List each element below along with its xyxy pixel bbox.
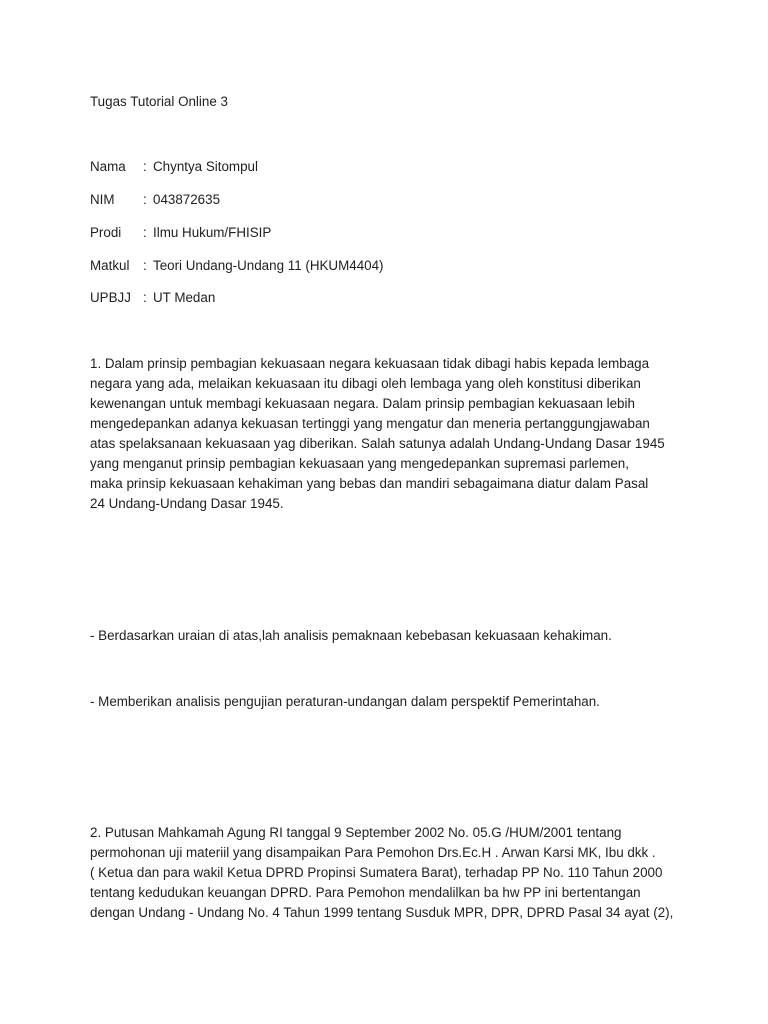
info-label: Prodi (90, 225, 122, 240)
info-value: Ilmu Hukum/FHISIP (153, 225, 272, 240)
paragraph-line: 24 Undang-Undang Dasar 1945. (90, 496, 284, 511)
info-separator: : (143, 159, 147, 174)
paragraph-line: atas spelaksanaan kekuasaan yag diberikan. Salah satunya adalah Undang-Undang Dasar 1945 (90, 436, 665, 451)
paragraph-line: ( Ketua dan para wakil Ketua DPRD Propinsi Sumatera Barat), terhadap PP No. 110 Tahun 2000 (90, 865, 663, 880)
info-value: Teori Undang-Undang 11 (HKUM4404) (153, 258, 384, 273)
question-1-paragraph (90, 354, 690, 514)
info-label: NIM (90, 192, 115, 207)
paragraph-line: kewenangan untuk membagi kekuasaan negara. Dalam prinsip pembagian kekuasaan lebih (90, 396, 635, 411)
paragraph-line: dengan Undang - Undang No. 4 Tahun 1999 tentang Susduk MPR, DPR, DPRD Pasal 34 ayat (2), (90, 905, 674, 920)
info-label: Nama (90, 159, 126, 174)
info-separator: : (143, 258, 147, 273)
question-2-paragraph (90, 823, 690, 923)
paragraph-line: 2. Putusan Mahkamah Agung RI tanggal 9 September 2002 No. 05.G /HUM/2001 tentang (90, 825, 622, 840)
info-separator: : (143, 192, 147, 207)
info-value: Chyntya Sitompul (153, 159, 258, 174)
info-separator: : (143, 225, 147, 240)
paragraph-line: 1. Dalam prinsip pembagian kekuasaan negara kekuasaan tidak dibagi habis kepada lembaga (90, 356, 650, 371)
paragraph-line: tentang kedudukan keuangan DPRD. Para Pemohon mendalilkan ba hw PP ini bertentangan (90, 885, 641, 900)
paragraph-line: negara yang ada, melaikan kekuasaan itu dibagi oleh lembaga yang oleh konstitusi diberikan (90, 376, 641, 391)
paragraph-line: maka prinsip kekuasaan kehakiman yang bebas dan mandiri sebagaimana diatur dalam Pasal (90, 476, 649, 491)
paragraph-line: permohonan uji materiil yang disampaikan Para Pemohon Drs.Ec.H . Arwan Karsi MK, Ibu dkk . (90, 845, 656, 860)
info-value: UT Medan (153, 290, 216, 305)
info-label: UPBJJ (90, 290, 131, 305)
info-separator: : (143, 290, 147, 305)
paragraph-line: mengedepankan adanya kekuasan tertinggi yang mengatur dan meneria pertanggungjawaban (90, 416, 650, 431)
paragraph-line: yang menganut prinsip pembagian kekuasaan yang mengedepankan supremasi parlemen, (90, 456, 629, 471)
document-title: Tugas Tutorial Online 3 (90, 94, 228, 109)
task-2-text: - Memberikan analisis pengujian peraturan-undangan dalam perspektif Pemerintahan. (90, 694, 600, 709)
task-1-text: - Berdasarkan uraian di atas,lah analisis pemaknaan kebebasan kekuasaan kehakiman. (90, 628, 612, 643)
info-label: Matkul (90, 258, 130, 273)
info-value: 043872635 (153, 192, 221, 207)
